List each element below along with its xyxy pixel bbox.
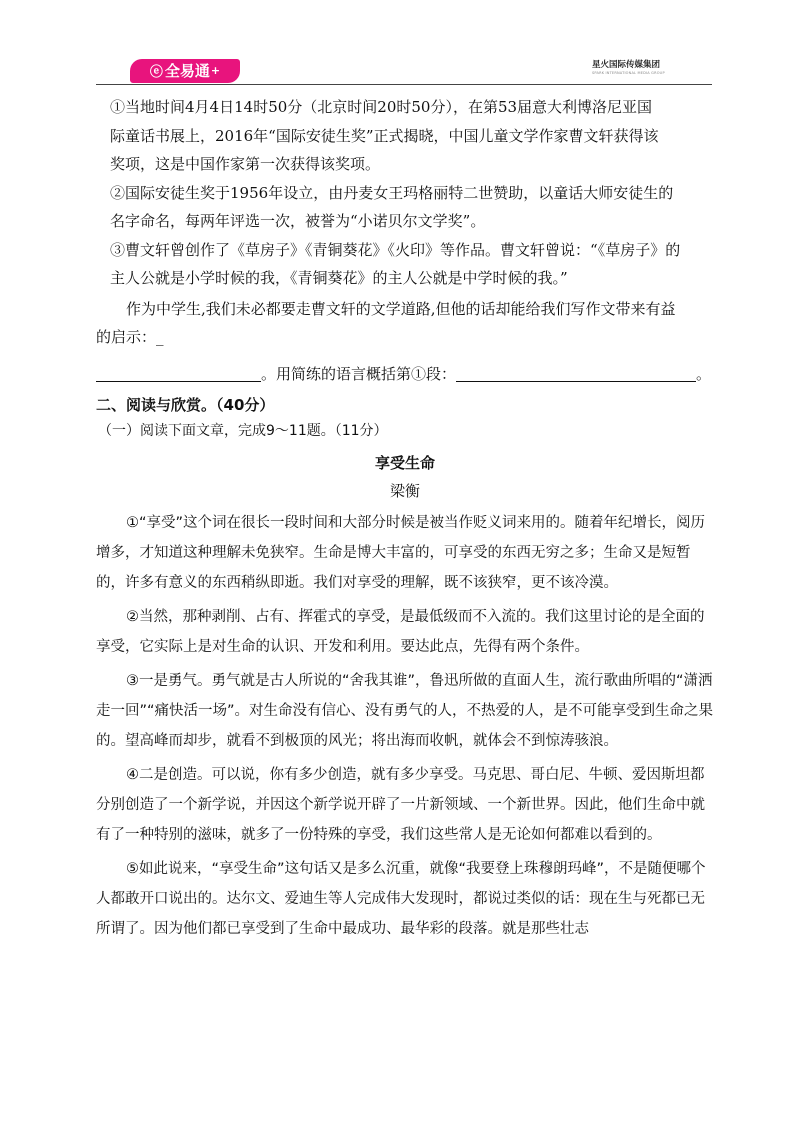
swirl-icon: ⓔ (149, 65, 163, 80)
item-line: 奖项，这是中国作家第一次获得该奖项。 (110, 155, 381, 173)
answer-line (96, 359, 714, 389)
section-subheading: （一）阅读下面文章，完成9～11题。（11分） (98, 422, 388, 439)
article-paragraph-1: ①“享受”这个词在很长一段时间和大部分时候是被当作贬义词来用的。随着年纪增长，阅历增多，才知道这种理解未免狭窄。生命是博大丰富的，可享受的东西无穷之多；生命又是短暂的，许多有意义的东西稍纵即逝。我们对享受的理解，既不该狭窄，更不该冷漠。 (96, 514, 706, 591)
question-line-1: 作为中学生,我们未必都要走曹文轩的文学道路,但他的话却能给我们写作文带来有益 (126, 299, 676, 318)
question-line-2: 的启示：_ (96, 327, 164, 346)
quanyitong-logo (130, 59, 240, 83)
item-line: 名字命名，每两年评选一次，被誉为“小诺贝尔文学奖”。 (110, 212, 486, 230)
page-header (0, 0, 800, 90)
question-prompt (96, 295, 714, 323)
item-number: ③ (110, 240, 126, 259)
summary-prompt: 。用简练的语言概括第①段： (261, 364, 457, 383)
section-heading: 二、阅读与欣赏。（40分） (96, 395, 275, 414)
item-line: 国际安徒生奖于1956年设立，由丹麦女王玛格丽特二世赞助，以童话大师安徒生的 (125, 183, 674, 202)
item-number: ① (110, 98, 126, 116)
item-line: 主人公就是小学时候的我，《青铜葵花》的主人公就是中学时候的我。” (110, 269, 568, 287)
item-line: 当地时间4月4日14时50分（北京时间20时50分），在第53届意大利博洛尼亚国 (125, 98, 653, 116)
article-paragraph-3: ③一是勇气。勇气就是古人所说的“舍我其谁”，鲁迅所做的直面人生，流行歌曲所唱的“潇洒走一回”“痛快活一场”。对生命没有信心、没有勇气的人，不热爱的人，是不可能享受到生命之果的。望高峰而却步，就看不到极顶的风光；将出海而收帆，就体会不到惊涛骇浪。 (96, 672, 714, 749)
item-number: ② (110, 183, 126, 202)
logo-text: 全易通 (164, 62, 210, 80)
article-paragraph-5: ⑤如此说来，“享受生命”这句话又是多么沉重，就像“我要登上珠穆朗玛峰”，不是随便哪个人都敢开口说出的。达尔文、爱迪生等人完成伟大发现时，都说过类似的话：现在生与死都已无所谓了。因为他们都已享受到了生命中最成功、最华彩的段落。就是那些壮志 (96, 860, 706, 937)
publisher-name-cn: 星火国际传媒集团 (592, 60, 661, 70)
article-paragraph-2: ②当然，那种剥削、占有、挥霍式的享受，是最低级而不入流的。我们这里讨论的是全面的享受，它实际上是对生命的认识、开发和利用。要达此点，先得有两个条件。 (96, 608, 705, 655)
question-prompt-cont (96, 323, 714, 351)
answer-blank-2[interactable] (456, 365, 696, 382)
item-line: 曹文轩曾创作了《草房子》《青铜葵花》《火印》等作品。曹文轩曾说：“《草房子》的 (125, 240, 681, 259)
article-title: 享受生命 (374, 453, 435, 472)
page-content (96, 93, 714, 948)
logo-plus: + (210, 64, 221, 77)
publisher-name-en: SPARK INTERNATIONAL MEDIA GROUP (592, 71, 665, 75)
article-author: 梁衡 (389, 481, 420, 500)
header-divider (96, 84, 712, 85)
material-item-1 (96, 93, 714, 179)
item-line: 际童话书展上，2016年“国际安徒生奖”正式揭晓，中国儿童文学作家曹文轩获得该 (110, 126, 659, 145)
publisher-mark (592, 58, 712, 75)
material-item-3 (96, 236, 714, 293)
end-period: 。 (696, 364, 712, 383)
article-paragraph-4: ④二是创造。可以说，你有多少创造，就有多少享受。马克思、哥白尼、牛顿、爱因斯坦都分别创造了一个新学说，并因这个新学说开辟了一片新领域、一个新世界。因此，他们生命中就有了一种特别的滋味，就多了一份特殊的享受，我们这些常人是无论如何都难以看到的。 (96, 766, 705, 843)
material-item-2 (96, 179, 714, 236)
answer-blank-1[interactable] (96, 365, 261, 382)
